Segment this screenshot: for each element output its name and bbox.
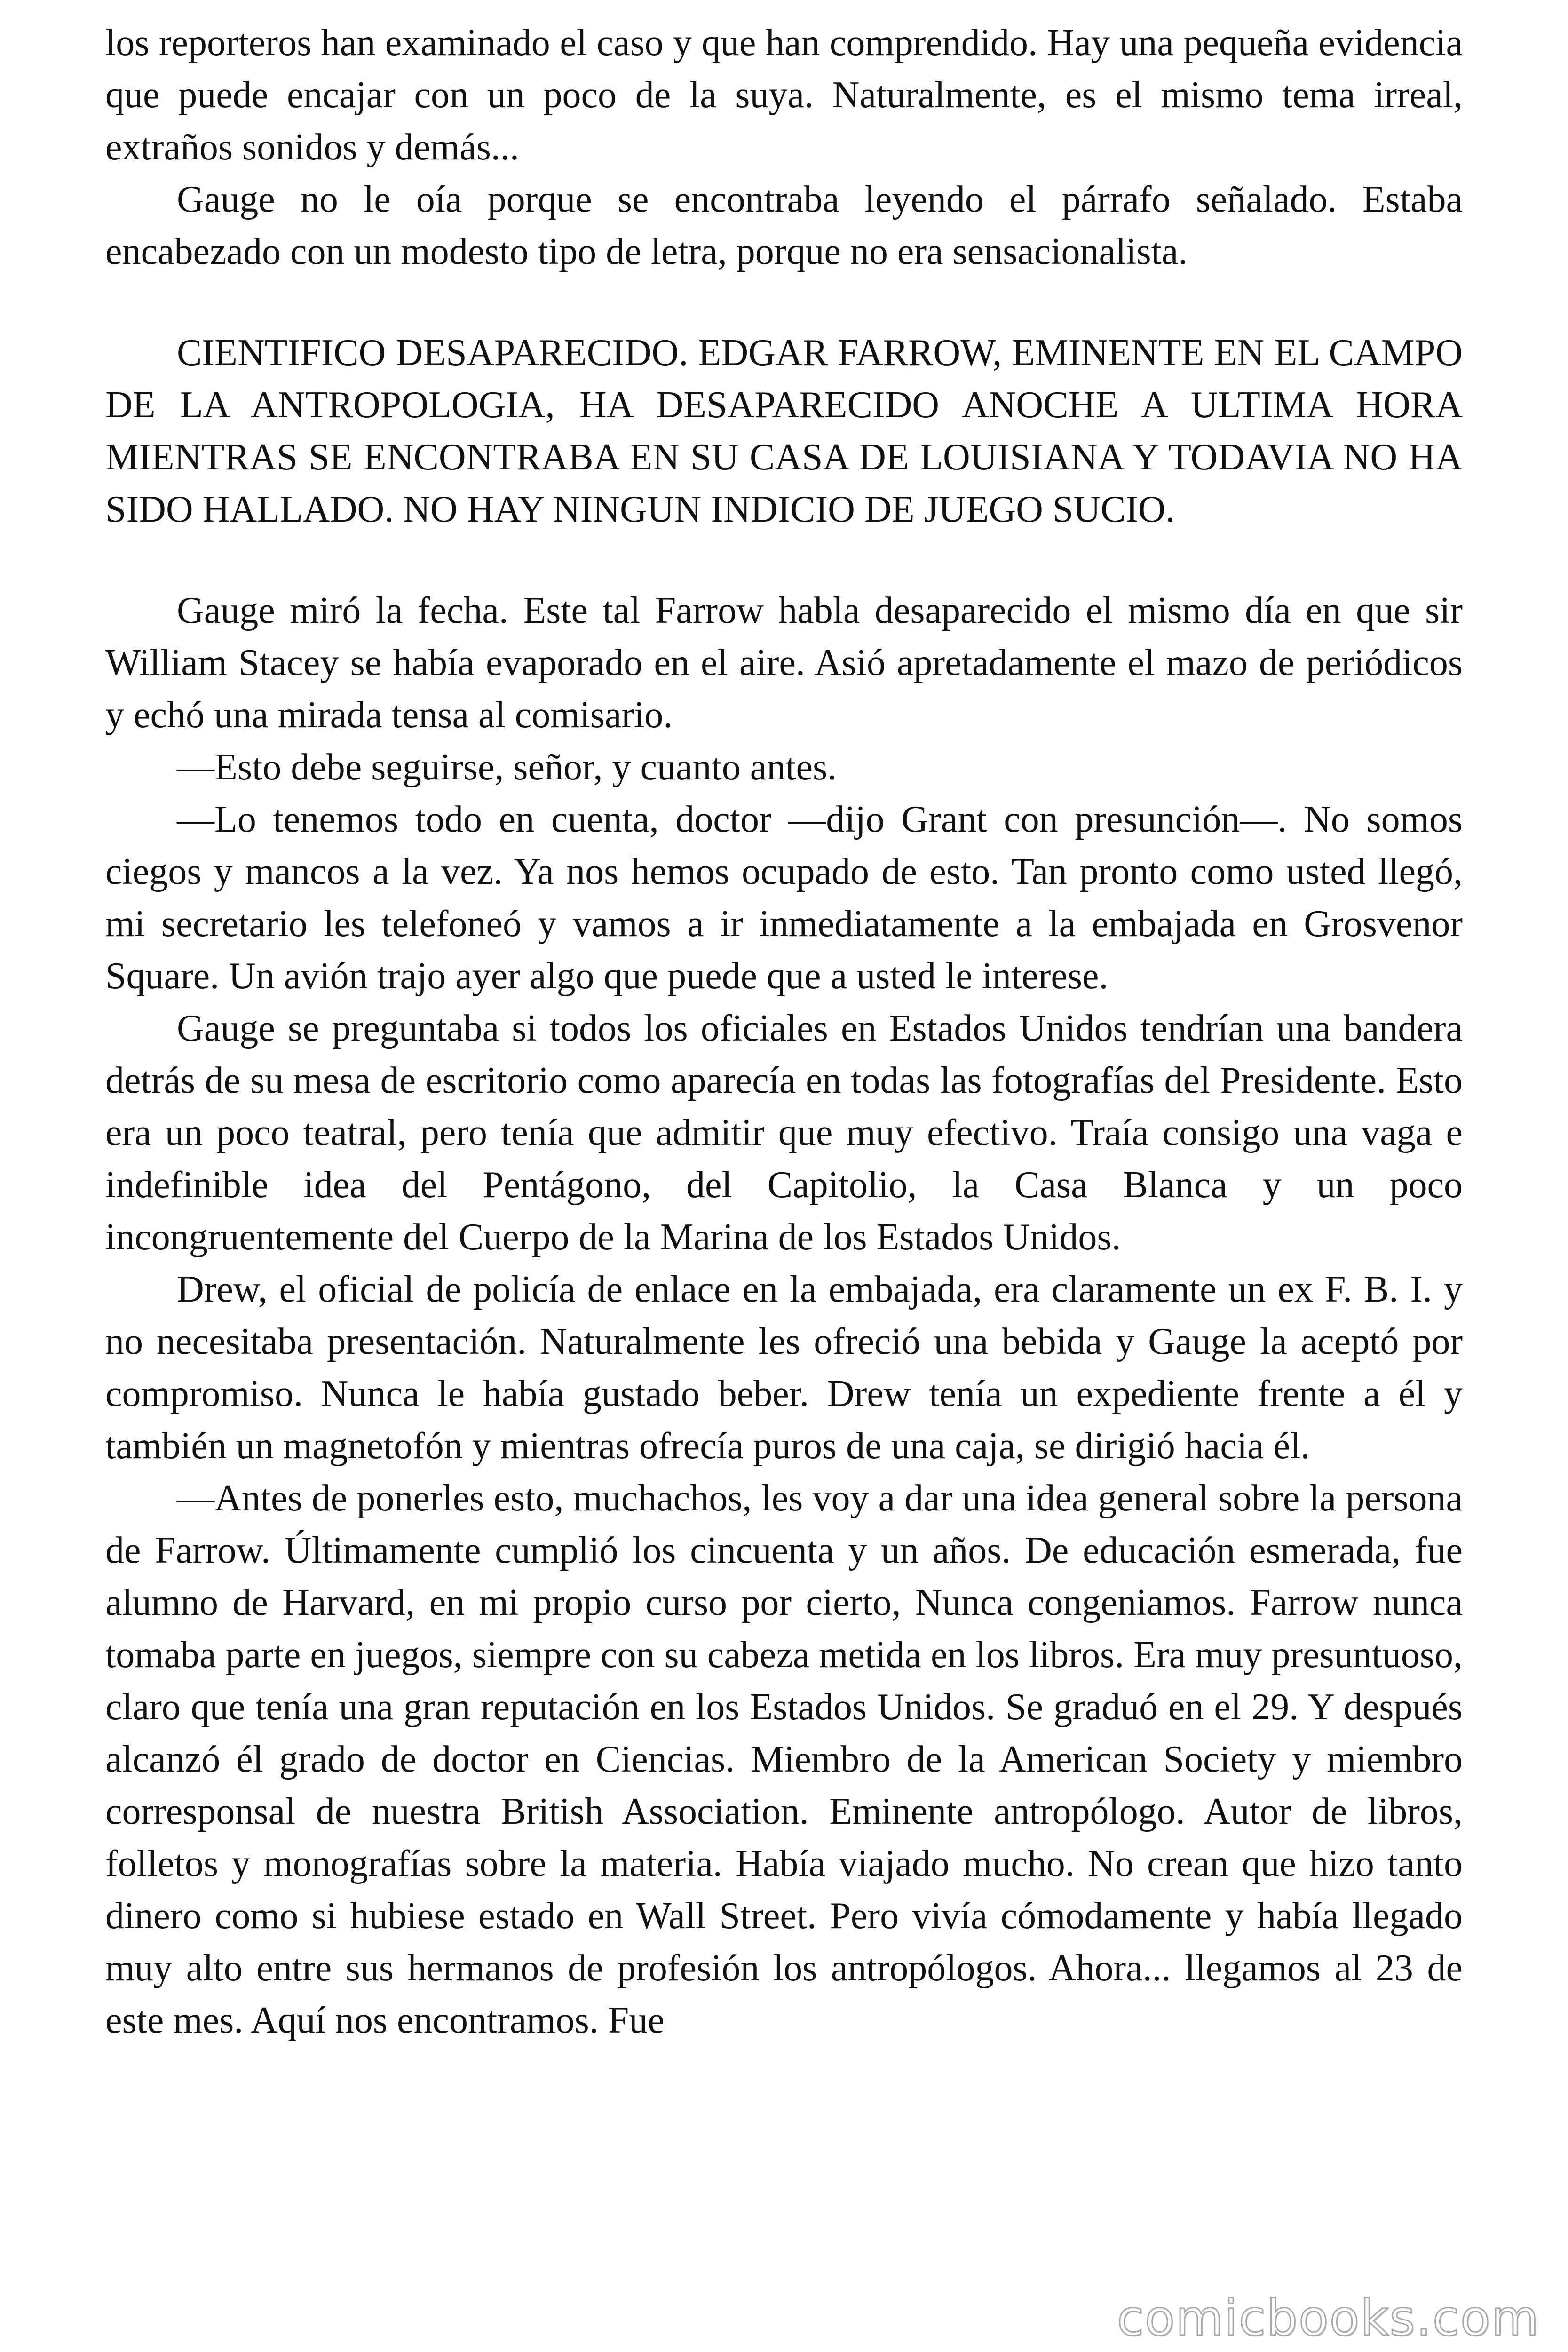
dialogue-paragraph: —Lo tenemos todo en cuenta, doctor —dijo Grant con presunción—. No somos ciegos y mancos a la vez. Ya nos hemos ocupado de esto. Tan pronto como usted llegó, mi secretario les telefoneó y vamos a ir inmediatamente a la embajada en Grosvenor Square. Un avión trajo ayer algo que puede que a usted le interese.	[105, 799, 1463, 997]
book-page	[105, 17, 1463, 2047]
newspaper-headline-paragraph: CIENTIFICO DESAPARECIDO. EDGAR FARROW, EMINENTE EN EL CAMPO DE LA ANTROPOLOGIA, HA DESAPARECIDO ANOCHE A ULTIMA HORA MIENTRAS SE ENCONTRABA EN SU CASA DE LOUISIANA Y TODAVIA NO HA SIDO HALLADO. NO HAY NINGUN INDICIO DE JUEGO SUCIO.	[105, 332, 1463, 530]
paragraph: Gauge miró la fecha. Este tal Farrow habla desaparecido el mismo día en que sir William Stacey se había evaporado en el aire. Asió apretadamente el mazo de periódicos y echó una mirada tensa al comisario.	[105, 590, 1463, 736]
paragraph-continued: los reporteros han examinado el caso y que han comprendido. Hay una pequeña evidencia que puede encajar con un poco de la suya. Naturalmente, es el mismo tema irreal, extraños sonidos y demás...	[105, 22, 1463, 168]
paragraph: Gauge no le oía porque se encontraba leyendo el párrafo señalado. Estaba encabezado con un modesto tipo de letra, porque no era sensacionalista.	[105, 179, 1463, 272]
site-watermark: comicbooks.com	[1117, 2289, 1540, 2347]
dialogue-paragraph: —Esto debe seguirse, señor, y cuanto antes.	[177, 747, 837, 788]
paragraph: Drew, el oficial de policía de enlace en la embajada, era claramente un ex F. B. I. y no necesitaba presentación. Naturalmente les ofreció una bebida y Gauge la aceptó por compromiso. Nunca le había gustado beber. Drew tenía un expediente frente a él y también un magnetofón y mientras ofrecía puros de una caja, se dirigió hacia él.	[105, 1269, 1463, 1467]
dialogue-paragraph: —Antes de ponerles esto, muchachos, les voy a dar una idea general sobre la persona de Farrow. Últimamente cumplió los cincuenta y un años. De educación esmerada, fue alumno de Harvard, en mi propio curso por cierto, Nunca congeniamos. Farrow nunca tomaba parte en juegos, siempre con su cabeza metida en los libros. Era muy presuntuoso, claro que tenía una gran reputación en los Estados Unidos. Se graduó en el 29. Y después alcanzó él grado de doctor en Ciencias. Miembro de la American Society y miembro corresponsal de nuestra British Association. Eminente antropólogo. Autor de libros, folletos y monografías sobre la materia. Había viajado mucho. No crean que hizo tanto dinero como si hubiese estado en Wall Street. Pero vivía cómodamente y había llegado muy alto entre sus hermanos de profesión los antropólogos. Ahora... llegamos al 23 de este mes. Aquí nos encontramos. Fue	[105, 1478, 1463, 2041]
paragraph: Gauge se preguntaba si todos los oficiales en Estados Unidos tendrían una bandera detrás de su mesa de escritorio como aparecía en todas las fotografías del Presidente. Esto era un poco teatral, pero tenía que admitir que muy efectivo. Traía consigo una vaga e indefinible idea del Pentágono, del Capitolio, la Casa Blanca y un poco incongruentemente del Cuerpo de la Marina de los Estados Unidos.	[105, 1008, 1463, 1258]
